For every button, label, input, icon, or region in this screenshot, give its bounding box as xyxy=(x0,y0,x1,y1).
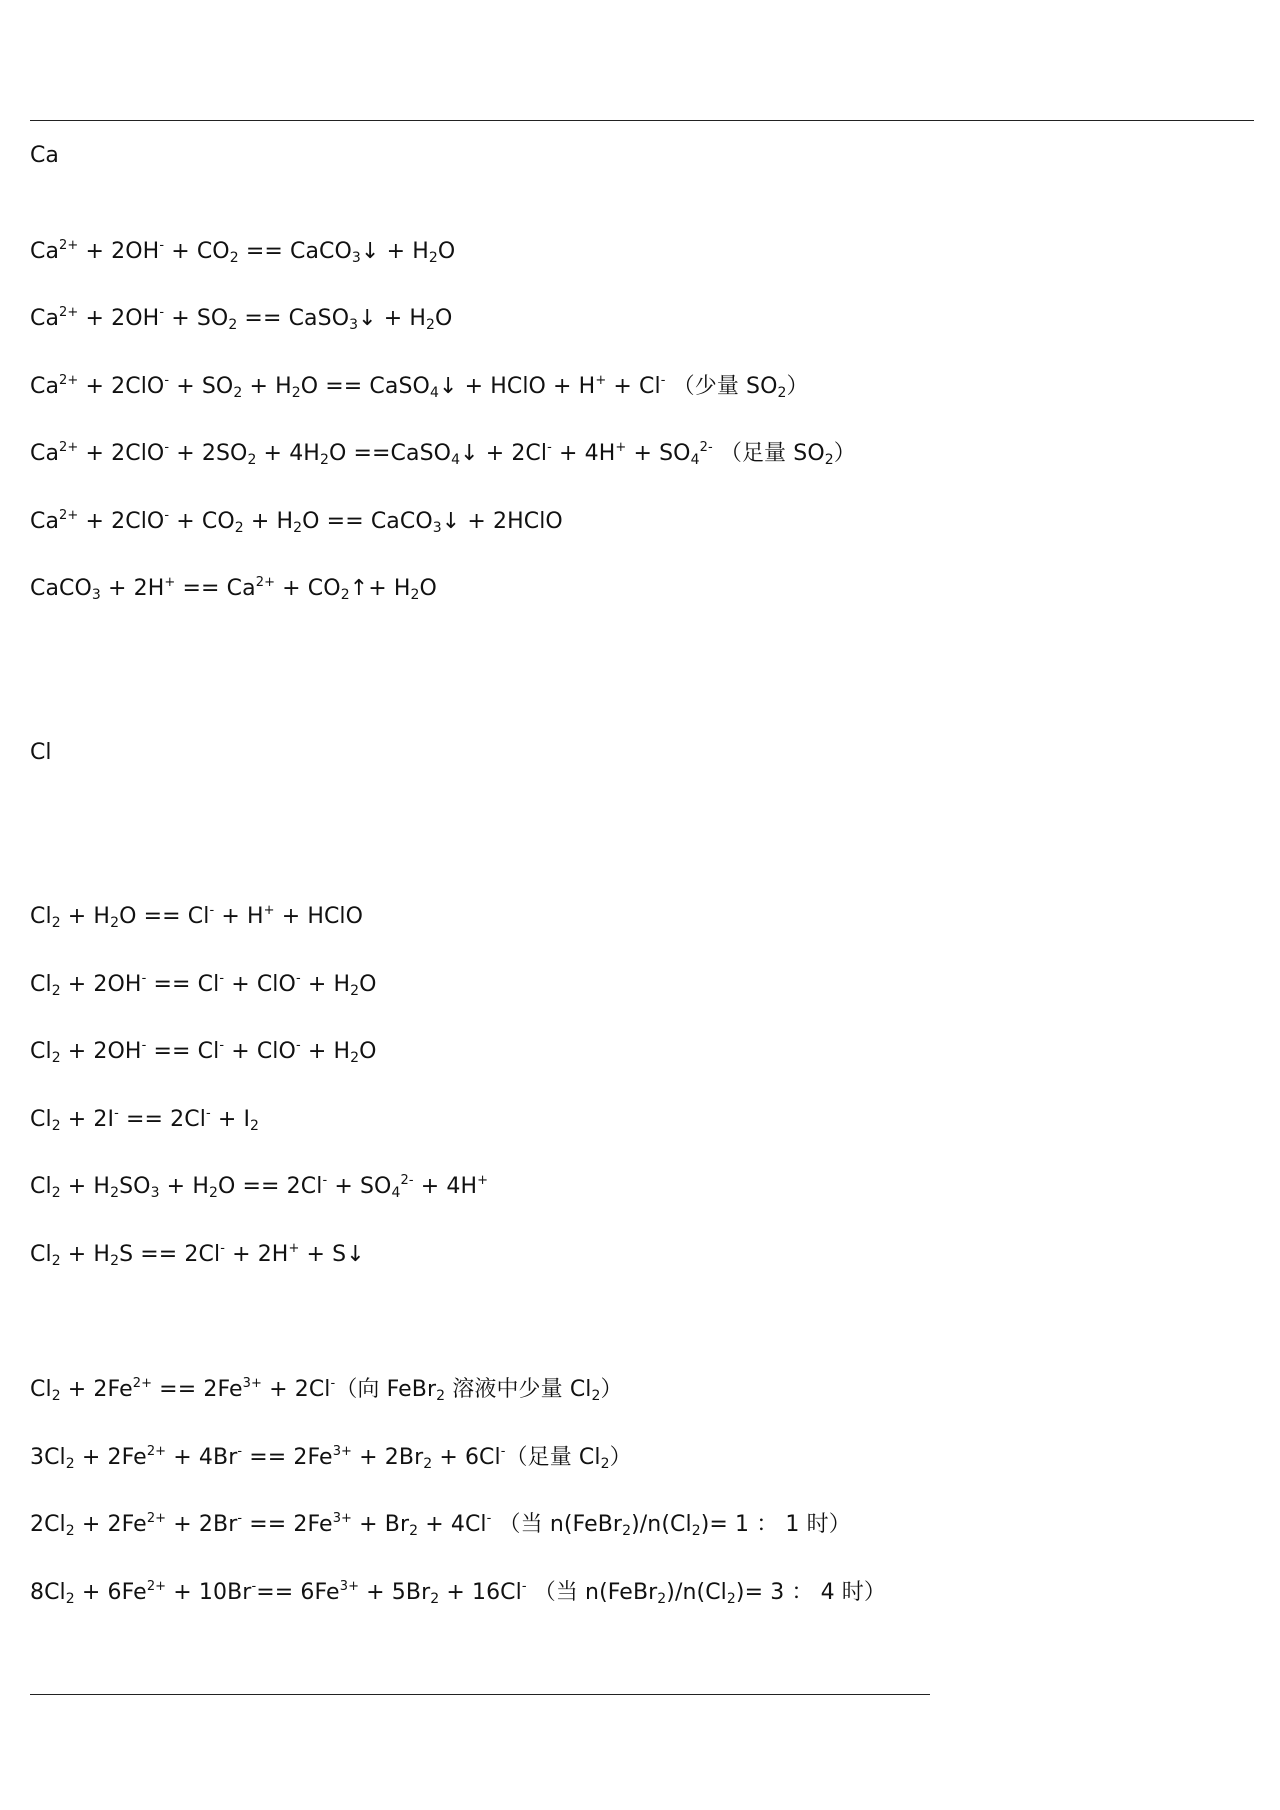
superscript: + xyxy=(263,903,275,918)
subscript: 2 xyxy=(691,1523,701,1539)
formula-text: + 2Br xyxy=(352,1445,424,1470)
section-heading-ca: Ca xyxy=(30,143,59,168)
formula-text: + H xyxy=(60,1174,111,1199)
superscript: 3+ xyxy=(242,1376,263,1391)
subscript: 2 xyxy=(51,983,61,999)
formula-text: O xyxy=(437,239,456,264)
formula-text: + ClO xyxy=(224,972,296,997)
formula-text: Cl xyxy=(30,1242,52,1267)
superscript: + xyxy=(288,1241,300,1256)
formula-text: == Cl xyxy=(146,972,220,997)
superscript: - xyxy=(205,1106,211,1121)
equation-line xyxy=(30,1443,632,1473)
subscript: 2 xyxy=(51,1253,61,1269)
superscript: - xyxy=(219,971,225,986)
subscript: 2 xyxy=(726,1591,736,1607)
superscript: - xyxy=(237,1511,243,1526)
formula-text: ） xyxy=(786,374,809,399)
formula-text: + Br xyxy=(352,1512,410,1537)
subscript: 2 xyxy=(51,1185,61,1201)
subscript: 2 xyxy=(591,1388,601,1404)
subscript: 4 xyxy=(690,452,700,468)
formula-text: + H xyxy=(300,1039,351,1064)
formula-text: + 10Br xyxy=(166,1580,252,1605)
superscript: - xyxy=(547,440,552,455)
subscript: 2 xyxy=(657,1591,667,1607)
formula-text: + H xyxy=(242,374,292,399)
formula-text: + 2ClO xyxy=(78,509,165,534)
formula-text: + 2I xyxy=(60,1107,115,1132)
superscript: - xyxy=(251,1579,257,1594)
formula-text: + H xyxy=(300,972,351,997)
subscript: 2 xyxy=(319,452,329,468)
superscript: - xyxy=(660,373,666,388)
equation-line xyxy=(30,439,856,469)
formula-text: + 2OH xyxy=(78,306,160,331)
subscript: 2 xyxy=(600,1456,610,1472)
equation-line xyxy=(30,372,809,402)
superscript: + xyxy=(477,1173,489,1188)
formula-text: + 2OH xyxy=(60,1039,142,1064)
formula-text: + 2ClO xyxy=(78,441,165,466)
formula-text: 2Cl xyxy=(30,1512,66,1537)
formula-text: + 2OH xyxy=(78,239,160,264)
formula-text: O xyxy=(359,1039,377,1064)
subscript: 2 xyxy=(65,1456,75,1472)
formula-text: == CaCO xyxy=(238,239,352,264)
section-heading-cl: Cl xyxy=(30,740,52,765)
subscript: 2 xyxy=(423,1456,433,1472)
superscript: - xyxy=(295,1038,301,1053)
formula-text: （足量 Cl xyxy=(505,1445,601,1470)
formula-text: Cl xyxy=(30,1107,52,1132)
subscript: 2 xyxy=(436,1388,446,1404)
equation-line xyxy=(30,1578,886,1608)
formula-text: + 2Cl xyxy=(262,1377,331,1402)
equation-line xyxy=(30,507,563,537)
bottom-rule xyxy=(30,1694,930,1695)
equation-line xyxy=(30,1037,377,1067)
subscript: 3 xyxy=(351,250,361,266)
equation-line xyxy=(30,574,437,604)
formula-text: O == CaSO xyxy=(300,374,430,399)
formula-text: （当 n(FeBr xyxy=(491,1512,623,1537)
formula-text: + 2Br xyxy=(166,1512,238,1537)
formula-text: Cl xyxy=(30,1174,52,1199)
superscript: 2- xyxy=(699,440,713,455)
formula-text: == 6Fe xyxy=(256,1580,340,1605)
formula-text: + H xyxy=(60,904,111,929)
subscript: 2 xyxy=(293,520,303,536)
formula-text: + 4Br xyxy=(166,1445,238,1470)
subscript: 2 xyxy=(247,452,257,468)
superscript: - xyxy=(237,1444,243,1459)
superscript: 2+ xyxy=(255,575,276,590)
subscript: 2 xyxy=(110,1253,120,1269)
equation-line xyxy=(30,237,455,267)
formula-text: O == 2Cl xyxy=(217,1174,323,1199)
superscript: 3+ xyxy=(339,1579,360,1594)
formula-text: ↓ + 2Cl xyxy=(460,441,548,466)
formula-text: Cl xyxy=(30,972,52,997)
subscript: 2 xyxy=(233,385,243,401)
formula-text: + I xyxy=(210,1107,251,1132)
formula-text: O xyxy=(419,576,437,601)
formula-text: ↓ + 2HClO xyxy=(441,509,563,534)
formula-text: + H xyxy=(60,1242,111,1267)
formula-text: （足量 SO xyxy=(712,441,825,466)
equation-line xyxy=(30,1240,365,1270)
formula-text: + H xyxy=(214,904,264,929)
superscript: - xyxy=(164,373,170,388)
subscript: 2 xyxy=(250,1118,260,1134)
formula-text: O == Cl xyxy=(119,904,210,929)
subscript: 2 xyxy=(777,385,787,401)
formula-text: （向 FeBr xyxy=(335,1377,437,1402)
superscript: - xyxy=(521,1579,527,1594)
superscript: - xyxy=(114,1106,119,1121)
formula-text: 8Cl xyxy=(30,1580,66,1605)
superscript: 2+ xyxy=(59,305,79,320)
formula-text: + 2Fe xyxy=(74,1512,147,1537)
subscript: 2 xyxy=(51,1388,61,1404)
formula-text: == Ca xyxy=(175,576,256,601)
subscript: 4 xyxy=(429,385,439,401)
formula-text: )/n(Cl xyxy=(631,1512,692,1537)
formula-text: Ca xyxy=(30,239,60,264)
formula-text: Cl xyxy=(30,1377,52,1402)
formula-text: + 5Br xyxy=(359,1580,431,1605)
formula-text: + 2SO xyxy=(169,441,248,466)
superscript: 2+ xyxy=(146,1511,167,1526)
formula-text: + CO xyxy=(169,509,235,534)
superscript: - xyxy=(159,305,165,320)
superscript: 2- xyxy=(400,1173,414,1188)
subscript: 2 xyxy=(110,1185,120,1201)
formula-text: 溶液中少量 Cl xyxy=(445,1377,592,1402)
formula-text: + 6Fe xyxy=(74,1580,147,1605)
formula-text: ） xyxy=(833,441,856,466)
subscript: 2 xyxy=(410,587,420,603)
subscript: 2 xyxy=(229,250,239,266)
formula-text: + H xyxy=(159,1174,209,1199)
superscript: 2+ xyxy=(146,1579,167,1594)
formula-text: == CaSO xyxy=(237,306,350,331)
subscript: 2 xyxy=(51,1050,61,1066)
formula-text: CaCO xyxy=(30,576,92,601)
subscript: 2 xyxy=(65,1523,75,1539)
equation-line xyxy=(30,304,452,334)
formula-text: O == CaCO xyxy=(302,509,433,534)
subscript: 2 xyxy=(291,385,301,401)
formula-text: S == 2Cl xyxy=(119,1242,221,1267)
formula-text: + 6Cl xyxy=(432,1445,501,1470)
formula-text: O xyxy=(359,972,377,997)
superscript: 2+ xyxy=(132,1376,153,1391)
equation-line xyxy=(30,1510,851,1540)
formula-text: + 4H xyxy=(256,441,320,466)
subscript: 3 xyxy=(91,587,101,603)
equation-line xyxy=(30,1105,259,1135)
superscript: - xyxy=(500,1444,506,1459)
subscript: 2 xyxy=(234,520,244,536)
formula-text: )= 3 ： 4 时） xyxy=(735,1580,887,1605)
formula-text: + SO xyxy=(626,441,691,466)
formula-text: + 2H xyxy=(100,576,165,601)
subscript: 2 xyxy=(110,915,120,931)
formula-text: ） xyxy=(609,1445,632,1470)
subscript: 2 xyxy=(409,1523,419,1539)
superscript: + xyxy=(595,373,607,388)
equation-line xyxy=(30,970,377,1000)
subscript: 2 xyxy=(350,983,360,999)
equation-line xyxy=(30,1375,623,1405)
formula-text: O ==CaSO xyxy=(328,441,452,466)
subscript: 3 xyxy=(432,520,442,536)
subscript: 3 xyxy=(150,1185,160,1201)
formula-text: Ca xyxy=(30,374,60,399)
formula-text: Cl xyxy=(30,904,52,929)
formula-text: 3Cl xyxy=(30,1445,66,1470)
subscript: 2 xyxy=(340,587,350,603)
formula-text: == 2Fe xyxy=(152,1377,243,1402)
formula-text: + SO xyxy=(164,306,229,331)
superscript: - xyxy=(486,1511,492,1526)
formula-text: + HClO xyxy=(274,904,364,929)
formula-text: + CO xyxy=(164,239,230,264)
formula-text: （少量 SO xyxy=(665,374,778,399)
formula-text: == 2Fe xyxy=(242,1445,333,1470)
formula-text: Ca xyxy=(30,306,60,331)
formula-text: ↓ + H xyxy=(360,239,429,264)
formula-text: O xyxy=(435,306,453,331)
top-rule xyxy=(30,120,1254,121)
formula-text: Cl xyxy=(30,1039,52,1064)
superscript: 3+ xyxy=(332,1511,353,1526)
superscript: - xyxy=(141,971,147,986)
formula-text: + H xyxy=(243,509,294,534)
formula-text: + 2H xyxy=(224,1242,289,1267)
formula-text: ↑+ H xyxy=(349,576,411,601)
formula-text: == 2Cl xyxy=(118,1107,206,1132)
subscript: 2 xyxy=(428,250,438,266)
subscript: 2 xyxy=(65,1591,75,1607)
formula-text: Ca xyxy=(30,509,60,534)
superscript: - xyxy=(322,1173,328,1188)
superscript: 2+ xyxy=(146,1444,167,1459)
formula-text: + 4Cl xyxy=(418,1512,487,1537)
superscript: 3+ xyxy=(332,1444,353,1459)
subscript: 4 xyxy=(451,452,461,468)
subscript: 2 xyxy=(208,1185,218,1201)
superscript: - xyxy=(164,508,170,523)
subscript: 3 xyxy=(349,317,359,333)
superscript: 2+ xyxy=(59,440,79,455)
formula-text: ↓ + H xyxy=(358,306,427,331)
superscript: - xyxy=(295,971,301,986)
superscript: - xyxy=(164,440,170,455)
formula-text: + CO xyxy=(275,576,341,601)
subscript: 2 xyxy=(824,452,834,468)
formula-text: + 16Cl xyxy=(439,1580,522,1605)
formula-text: + S↓ xyxy=(299,1242,365,1267)
formula-text: + 2OH xyxy=(60,972,142,997)
superscript: 2+ xyxy=(59,508,79,523)
formula-text: == 2Fe xyxy=(242,1512,333,1537)
equation-line xyxy=(30,902,363,932)
formula-text: + SO xyxy=(169,374,234,399)
formula-text: + Cl xyxy=(606,374,661,399)
superscript: - xyxy=(159,238,165,253)
superscript: - xyxy=(219,1038,225,1053)
superscript: - xyxy=(330,1376,336,1391)
formula-text: == Cl xyxy=(146,1039,220,1064)
subscript: 2 xyxy=(51,1118,61,1134)
formula-text: ↓ + HClO + H xyxy=(438,374,596,399)
subscript: 2 xyxy=(426,317,436,333)
formula-text: （当 n(FeBr xyxy=(526,1580,658,1605)
formula-text: ） xyxy=(600,1377,623,1402)
formula-text: Ca xyxy=(30,441,60,466)
subscript: 2 xyxy=(228,317,238,333)
formula-text: SO xyxy=(119,1174,151,1199)
formula-text: + 2Fe xyxy=(60,1377,133,1402)
subscript: 2 xyxy=(350,1050,360,1066)
superscript: 2+ xyxy=(59,373,79,388)
superscript: 2+ xyxy=(59,238,79,253)
subscript: 4 xyxy=(391,1185,401,1201)
formula-text: )/n(Cl xyxy=(666,1580,727,1605)
subscript: 2 xyxy=(430,1591,440,1607)
superscript: + xyxy=(615,440,627,455)
subscript: 2 xyxy=(51,915,61,931)
formula-text: + 4H xyxy=(413,1174,478,1199)
formula-text: )= 1 ： 1 时） xyxy=(700,1512,851,1537)
formula-text: + ClO xyxy=(224,1039,296,1064)
formula-text: + SO xyxy=(327,1174,392,1199)
superscript: - xyxy=(209,903,215,918)
formula-text: + 4H xyxy=(551,441,616,466)
formula-text: + 2ClO xyxy=(78,374,165,399)
superscript: - xyxy=(141,1038,147,1053)
equation-line xyxy=(30,1172,488,1202)
superscript: - xyxy=(220,1241,225,1256)
subscript: 2 xyxy=(622,1523,632,1539)
superscript: + xyxy=(164,575,176,590)
formula-text: + 2Fe xyxy=(74,1445,147,1470)
